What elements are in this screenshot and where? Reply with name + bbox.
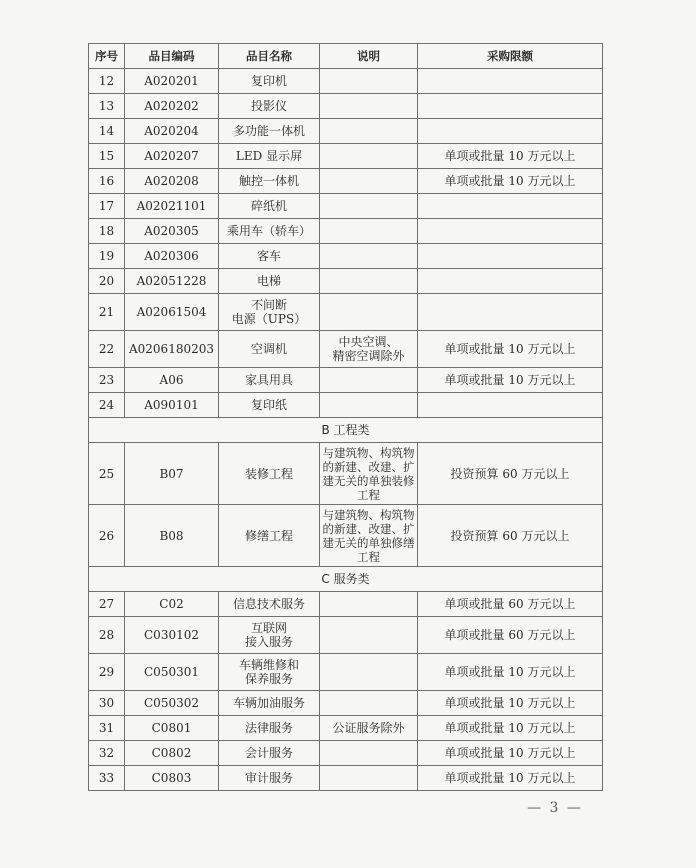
cell-code: A020204	[125, 119, 219, 144]
cell-limit	[418, 269, 603, 294]
cell-no: 21	[89, 294, 125, 331]
cell-name: 家具用具	[219, 368, 320, 393]
cell-no: 14	[89, 119, 125, 144]
cell-code: C0803	[125, 766, 219, 791]
table-row	[89, 219, 603, 244]
cell-no: 13	[89, 94, 125, 119]
cell-name: 审计服务	[219, 766, 320, 791]
cell-name: 复印机	[219, 69, 320, 94]
cell-name: 信息技术服务	[219, 592, 320, 617]
cell-code: C050301	[125, 654, 219, 691]
cell-name: 乘用车（轿车）	[219, 219, 320, 244]
cell-limit: 单项或批量 10 万元以上	[418, 766, 603, 791]
cell-note	[320, 269, 418, 294]
cell-code: A020202	[125, 94, 219, 119]
cell-name: 客车	[219, 244, 320, 269]
section-title: C 服务类	[89, 567, 603, 592]
table-row	[89, 144, 603, 169]
table-row	[89, 368, 603, 393]
header-no: 序号	[89, 44, 125, 69]
cell-limit: 单项或批量 10 万元以上	[418, 741, 603, 766]
cell-code: A020208	[125, 169, 219, 194]
cell-code: A02021101	[125, 194, 219, 219]
table-row	[89, 716, 603, 741]
cell-limit: 单项或批量 10 万元以上	[418, 331, 603, 368]
table-row	[89, 741, 603, 766]
header-name: 品目名称	[219, 44, 320, 69]
cell-no: 12	[89, 69, 125, 94]
header-row	[89, 44, 603, 69]
cell-no: 29	[89, 654, 125, 691]
cell-code: A020305	[125, 219, 219, 244]
cell-limit: 单项或批量 60 万元以上	[418, 592, 603, 617]
cell-no: 17	[89, 194, 125, 219]
cell-name: 触控一体机	[219, 169, 320, 194]
table-row	[89, 269, 603, 294]
page-number: — 3 —	[527, 800, 583, 816]
cell-code: C050302	[125, 691, 219, 716]
cell-note	[320, 244, 418, 269]
section-row	[89, 567, 603, 592]
cell-limit: 投资预算 60 万元以上	[418, 505, 603, 567]
cell-no: 33	[89, 766, 125, 791]
cell-name: 多功能一体机	[219, 119, 320, 144]
cell-name: 法律服务	[219, 716, 320, 741]
cell-note: 中央空调、 精密空调除外	[320, 331, 418, 368]
table-row	[89, 654, 603, 691]
cell-limit	[418, 244, 603, 269]
header-limit: 采购限额	[418, 44, 603, 69]
cell-no: 20	[89, 269, 125, 294]
cell-note	[320, 368, 418, 393]
table-row	[89, 617, 603, 654]
cell-name: 投影仪	[219, 94, 320, 119]
table-row	[89, 691, 603, 716]
cell-note: 与建筑物、构筑物的新建、改建、扩建无关的单独修缮工程	[320, 505, 418, 567]
cell-limit	[418, 294, 603, 331]
cell-note	[320, 294, 418, 331]
cell-limit	[418, 194, 603, 219]
cell-note	[320, 119, 418, 144]
cell-note	[320, 219, 418, 244]
table-row	[89, 194, 603, 219]
cell-code: A020207	[125, 144, 219, 169]
cell-limit: 单项或批量 10 万元以上	[418, 716, 603, 741]
cell-name: 空调机	[219, 331, 320, 368]
cell-note	[320, 741, 418, 766]
cell-limit: 单项或批量 60 万元以上	[418, 617, 603, 654]
table-row	[89, 294, 603, 331]
cell-note	[320, 393, 418, 418]
cell-limit: 投资预算 60 万元以上	[418, 443, 603, 505]
table-row	[89, 592, 603, 617]
table-row	[89, 766, 603, 791]
cell-limit	[418, 94, 603, 119]
procurement-table	[88, 43, 603, 791]
cell-code: A020201	[125, 69, 219, 94]
table-row	[89, 69, 603, 94]
cell-code: C02	[125, 592, 219, 617]
cell-no: 16	[89, 169, 125, 194]
cell-note	[320, 766, 418, 791]
cell-name: LED 显示屏	[219, 144, 320, 169]
table-row	[89, 169, 603, 194]
cell-limit: 单项或批量 10 万元以上	[418, 691, 603, 716]
cell-note: 与建筑物、构筑物的新建、改建、扩建无关的单独装修工程	[320, 443, 418, 505]
table-row	[89, 331, 603, 368]
cell-note	[320, 617, 418, 654]
cell-no: 22	[89, 331, 125, 368]
cell-no: 27	[89, 592, 125, 617]
cell-no: 25	[89, 443, 125, 505]
cell-no: 32	[89, 741, 125, 766]
cell-name: 车辆加油服务	[219, 691, 320, 716]
cell-note	[320, 691, 418, 716]
cell-code: C030102	[125, 617, 219, 654]
cell-name: 电梯	[219, 269, 320, 294]
cell-code: A090101	[125, 393, 219, 418]
cell-note	[320, 194, 418, 219]
cell-note	[320, 69, 418, 94]
cell-limit: 单项或批量 10 万元以上	[418, 654, 603, 691]
cell-name: 车辆维修和 保养服务	[219, 654, 320, 691]
cell-code: C0801	[125, 716, 219, 741]
cell-no: 26	[89, 505, 125, 567]
header-code: 品目编码	[125, 44, 219, 69]
cell-no: 19	[89, 244, 125, 269]
section-row	[89, 418, 603, 443]
cell-note	[320, 94, 418, 119]
table-row	[89, 393, 603, 418]
table-row	[89, 244, 603, 269]
cell-no: 23	[89, 368, 125, 393]
cell-limit	[418, 119, 603, 144]
cell-note	[320, 654, 418, 691]
cell-name: 会计服务	[219, 741, 320, 766]
cell-no: 30	[89, 691, 125, 716]
cell-name: 不间断 电源（UPS）	[219, 294, 320, 331]
cell-no: 15	[89, 144, 125, 169]
cell-name: 修缮工程	[219, 505, 320, 567]
cell-code: A020306	[125, 244, 219, 269]
cell-note	[320, 169, 418, 194]
cell-code: B07	[125, 443, 219, 505]
cell-name: 互联网 接入服务	[219, 617, 320, 654]
cell-code: A06	[125, 368, 219, 393]
table-row	[89, 505, 603, 567]
cell-limit	[418, 219, 603, 244]
cell-limit	[418, 393, 603, 418]
cell-code: B08	[125, 505, 219, 567]
cell-no: 24	[89, 393, 125, 418]
cell-note: 公证服务除外	[320, 716, 418, 741]
cell-no: 28	[89, 617, 125, 654]
cell-note	[320, 144, 418, 169]
cell-code: C0802	[125, 741, 219, 766]
cell-limit	[418, 69, 603, 94]
table-row	[89, 443, 603, 505]
section-title: B 工程类	[89, 418, 603, 443]
cell-name: 碎纸机	[219, 194, 320, 219]
table-row	[89, 119, 603, 144]
cell-name: 装修工程	[219, 443, 320, 505]
cell-code: A02051228	[125, 269, 219, 294]
cell-limit: 单项或批量 10 万元以上	[418, 144, 603, 169]
cell-limit: 单项或批量 10 万元以上	[418, 169, 603, 194]
cell-code: A0206180203	[125, 331, 219, 368]
cell-name: 复印纸	[219, 393, 320, 418]
header-note: 说明	[320, 44, 418, 69]
cell-code: A02061504	[125, 294, 219, 331]
cell-no: 18	[89, 219, 125, 244]
cell-note	[320, 592, 418, 617]
cell-limit: 单项或批量 10 万元以上	[418, 368, 603, 393]
table-row	[89, 94, 603, 119]
cell-no: 31	[89, 716, 125, 741]
